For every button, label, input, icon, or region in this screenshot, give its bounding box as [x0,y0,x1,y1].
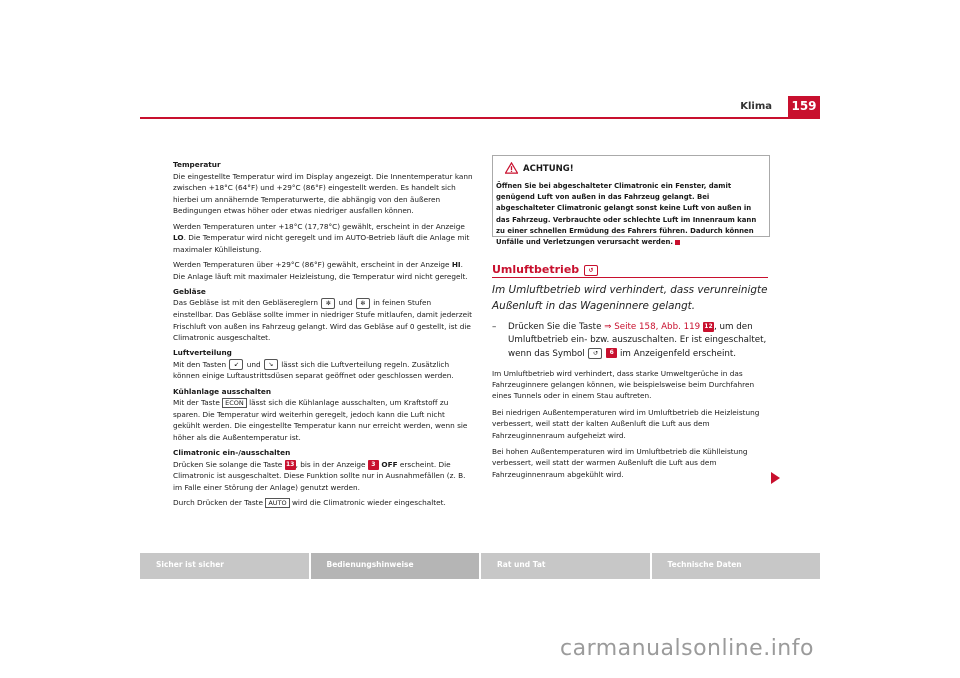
text: und [244,359,263,369]
econ-key: ECON [222,398,247,408]
text: Drücken Sie solange die Taste [173,459,285,469]
text: , um den Umluftbetrieb ein- bzw. auszuschalten. Er ist eingeschaltet, wenn das Symbol [508,322,767,359]
air-distribution-paragraph [173,359,473,382]
page-reference-link[interactable]: ⇒ Seite 158, Abb. 119 [604,322,701,332]
section-rule [492,277,768,278]
text: Drücken Sie die Taste [508,322,605,332]
off-label: OFF [378,459,398,469]
temperature-heading: Temperatur [173,160,221,169]
recirculation-paragraph-3: Bei hohen Außentemperaturen wird im Umluftbetrieb die Kühlleistung verbessert, weil statt der warmen Außenluft die Luft aus dem Fahrzeuginnenraum abgekühlt wird. [492,447,748,479]
section-intro: Im Umluftbetrieb wird verhindert, dass verunreinigte Außenluft in das Wageninnere gelangt. [492,284,768,313]
recirculation-icon: ↺ [584,265,598,276]
temperature-paragraph-1: Die eingestellte Temperatur wird im Display angezeigt. Die Innentemperatur kann zwischen +18°C (64°F) und +29°C (86°F) eingestellt werden. Es handelt sich hierbei um annähernde Temperaturwerte, die abhängig von den äußeren Bedingungen etwas höher oder etwas niedriger ausfallen können. [173,171,473,216]
cooling-off-heading: Kühlanlage ausschalten [173,386,272,396]
text: Mit der Taste [173,398,223,408]
hi-label: HI [451,259,461,269]
step-dash: – [492,322,497,332]
footer-tab-bedienungshinweise[interactable]: Bedienungshinweise [311,553,480,579]
climatronic-onoff-paragraph [173,459,473,494]
recirculation-paragraph-2: Bei niedrigen Außentemperaturen wird im Umluftbetrieb die Heizleistung verbessert, weil statt der kalten Außenluft die Luft aus dem Fahrzeuginnenraum aufgeheizt wird. [492,408,760,440]
ref-badge-12: 12 [704,322,713,330]
climatronic-onoff-heading: Climatronic ein-/ausschalten [173,448,291,458]
text: . Die Anlage läuft mit maximaler Heizleistung, die Temperatur wird nicht geregelt. [173,259,468,281]
fan-minus-icon: ✻ [321,298,335,309]
text: Werden Temperaturen über +29°C (86°F) gewählt, erscheint in der Anzeige [173,259,452,269]
left-column [173,156,473,512]
temperature-paragraph-3 [173,259,473,282]
right-body [492,368,772,485]
text: , bis in der Anzeige [295,459,368,469]
footer-tab-technische-daten[interactable]: Technische Daten [652,553,821,579]
text: Öffnen Sie bei abgeschalteter Climatronic ein Fenster, damit genügend Luft von außen in das Fahrzeug gelangt. Bei abgeschalteter Climatronic gelangt sonst keine Luft von außen in das Fahrzeug. Verbrauchte oder schlechte Luft im Innenraum kann zu einer schnellen Ermüdung des Fahrers führen. Dadurch können Unfälle und Verletzungen verursacht werden. [496,182,757,247]
ref-badge-13: 13 [285,460,295,468]
text: lässt sich die Luftverteilung regeln. Zusätzlich können einige Luftaustrittsdüsen separat geöffnet oder geschlossen werden. [173,359,454,381]
text: Das Gebläse ist mit den Gebläsereglern [173,298,321,308]
fan-plus-icon: ✻ [356,298,370,309]
warning-triangle-icon [505,162,518,174]
end-of-section-marker-icon [675,240,680,245]
text: im Anzeigenfeld erscheint. [617,348,737,359]
text: Durch Drücken der Taste [173,498,266,508]
step-text [508,321,770,361]
section-title [492,263,599,276]
text: und [336,298,355,308]
header-rule [140,117,820,119]
recirculation-paragraph-1: Im Umluftbetrieb wird verhindert, dass starke Umweltgerüche in das Fahrzeuginnere gelangen können, wie beispielsweise beim Durchfahren eines Tunnels oder in einem Stau auftreten. [492,369,755,401]
warning-title: ACHTUNG! [523,164,574,174]
ref-badge-6: 6 [606,348,617,358]
watermark: carmanualsonline.info [560,636,814,661]
air-distribution-heading: Luftverteilung [173,348,232,358]
ref-badge-3: 3 [368,460,379,470]
lo-label: LO [173,233,184,243]
page-header-title: Klima [740,101,772,112]
air-distribution-footwell-icon: ↘ [264,359,278,370]
text: . Die Temperatur wird nicht geregelt und im AUTO-Betrieb läuft die Anlage mit maximaler Kühlleistung. [173,233,470,254]
text: erscheint. Die Climatronic ist ausgeschaltet. Diese Funktion sollte nur in Ausnahmefällen (z. B. im Falle einer Störung der Anlage) genutzt werden. [173,459,466,492]
text: Umluftbetrieb [492,263,580,276]
page-number: 159 [788,96,820,117]
fan-heading: Gebläse [173,286,206,296]
text: lässt sich die Kühlanlage ausschalten, um Kraftstoff zu sparen. Die Temperatur wird weiterhin geregelt, jedoch kann die Luft nicht gekühlt werden. Die eingestellte Temperatur kann nur erreicht werden, wenn sie höher als die Außentemperatur ist. [173,398,468,443]
continue-arrow-icon [771,472,780,484]
warning-text [496,181,764,248]
auto-paragraph [173,497,473,509]
instruction-step [492,321,770,361]
recirculation-symbol-icon: ↺ [588,348,602,359]
warning-box [492,155,770,247]
cooling-off-paragraph [173,397,473,443]
auto-key: AUTO [265,498,289,508]
text: Mit den Tasten [173,359,229,369]
temperature-paragraph-2 [173,221,473,256]
footer-nav [140,553,820,579]
footer-tab-sicher[interactable]: Sicher ist sicher [140,553,309,579]
air-distribution-seat-icon: ↙ [229,359,243,370]
text: wird die Climatronic wieder eingeschaltet. [289,498,446,508]
text: in feinen Stufen einstellbar. Das Gebläse sollte immer in niedriger Stufe mitlaufen, damit jederzeit Frischluft von außen ins Fahrzeug gelangt. Wird das Gebläse auf 0 gestellt, ist die Climatronic ausgeschaltet. [173,298,472,343]
fan-paragraph [173,297,473,343]
text: Werden Temperaturen unter +18°C (17,78°C) gewählt, erscheint in der Anzeige [173,221,465,231]
footer-tab-rat-und-tat[interactable]: Rat und Tat [481,553,650,579]
